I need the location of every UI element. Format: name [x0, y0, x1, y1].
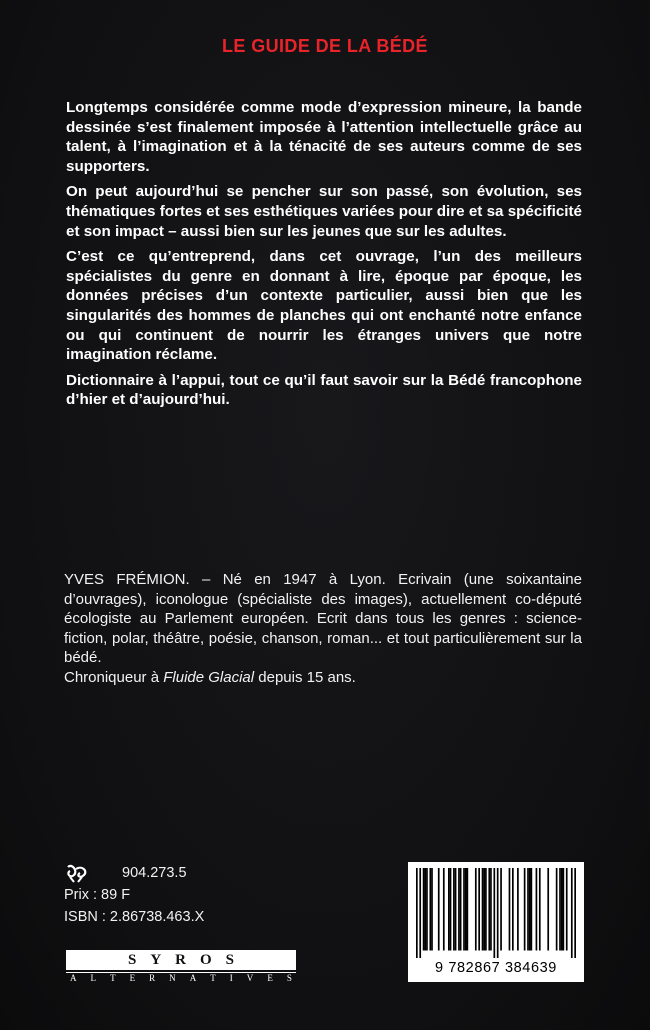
- collection-letter: E: [129, 973, 136, 983]
- barcode-bar: [556, 868, 558, 951]
- chronicle-prefix: Chroniqueur à: [64, 668, 164, 686]
- collection-letter: T: [110, 973, 116, 983]
- barcode-bar: [431, 868, 433, 951]
- barcode-bar: [559, 868, 561, 951]
- barcode-bar: [539, 868, 541, 951]
- barcode-bar: [453, 868, 455, 951]
- barcode-bar: [424, 868, 426, 951]
- blurb-paragraph: Dictionnaire à l’appui, tout ce qu’il faut savoir sur la Bédé francophone d’hier et d’aujourd’hui.: [66, 371, 582, 409]
- collection-name: [66, 972, 296, 985]
- collection-letter: A: [189, 973, 197, 983]
- barcode-bar: [478, 868, 480, 951]
- barcode-bar: [529, 868, 531, 951]
- barcode-bar: [448, 868, 450, 951]
- barcode-bar: [426, 868, 428, 951]
- collection-letter: V: [246, 973, 254, 983]
- barcode-bar: [493, 868, 495, 958]
- barcode-bars: [416, 868, 576, 958]
- barcode-bar: [500, 868, 502, 951]
- barcode-bar: [512, 868, 514, 951]
- barcode-bar: [438, 868, 440, 951]
- barcode-bar: [458, 868, 460, 951]
- barcode-bar: [475, 868, 477, 951]
- collection-letter: N: [169, 973, 176, 983]
- barcode: [408, 862, 584, 982]
- author-chronicle: [64, 668, 582, 688]
- barcode-bar: [497, 868, 499, 958]
- barcode-bar: [467, 868, 469, 951]
- publication-info: [64, 862, 304, 928]
- isbn: ISBN : 2.86738.463.X: [64, 909, 205, 925]
- collection-letter: A: [70, 973, 77, 983]
- price-row: [64, 884, 304, 906]
- barcode-bar: [450, 868, 452, 951]
- barcode-bar: [563, 868, 565, 951]
- barcode-bar: [460, 868, 462, 951]
- barcode-bar: [465, 868, 467, 951]
- collection-letter: I: [229, 973, 233, 983]
- barcode-bar: [574, 868, 576, 958]
- barcode-bar: [416, 868, 418, 958]
- barcode-bar: [455, 868, 457, 951]
- barcode-bar: [561, 868, 563, 951]
- price: Prix : 89 F: [64, 887, 131, 903]
- collection-letter: R: [149, 973, 156, 983]
- barcode-bar: [536, 868, 538, 951]
- barcode-bar: [566, 868, 568, 951]
- barcode-bar: [524, 868, 526, 951]
- barcode-bar: [509, 868, 511, 951]
- barcode-bar: [547, 868, 549, 951]
- barcode-bar: [423, 868, 425, 951]
- barcode-digits: 9 782867 384639: [435, 960, 557, 976]
- blurb-paragraph: On peut aujourd’hui se pencher sur son passé, son évolution, ses thématiques fortes et ses esthétiques variées pour dire et sa spécificité et son impact – aussi bien sur les jeunes que sur les adultes.: [66, 183, 582, 240]
- blurb-paragraph: Longtemps considérée comme mode d’expression mineure, la bande dessinée s’est finalement imposée à l’attention intellectuelle grâce au talent, à l’imagination et à la ténacité de ses auteurs comme de ses supporters.: [66, 99, 582, 175]
- barcode-bar: [490, 868, 492, 951]
- catalog-code: 904.273.5: [122, 865, 187, 881]
- collection-letter: L: [90, 973, 97, 983]
- author-bio-text: YVES FRÉMION. – Né en 1947 à Lyon. Ecrivain (une soixantaine d’ouvrages), iconologue (spécialiste des images), actuellement co-député écologiste au Parlement européen. Ecrit dans tous les genres : science-fiction, polar, théâtre, poésie, chanson, roman... et tout particulièrement sur la bédé.: [64, 571, 582, 667]
- book-title: LE GUIDE DE LA BÉDÉ: [222, 36, 428, 56]
- barcode-bar: [485, 868, 487, 951]
- barcode-bar: [463, 868, 465, 951]
- collection-letter: S: [286, 973, 292, 983]
- barcode-bar: [419, 868, 421, 958]
- barcode-bar: [443, 868, 445, 951]
- barcode-bar: [531, 868, 533, 951]
- barcode-bar: [429, 868, 431, 951]
- barcode-bar: [488, 868, 490, 951]
- barcode-bar: [527, 868, 529, 951]
- isbn-row: [64, 906, 304, 928]
- collection-letter: E: [267, 973, 273, 983]
- barcode-bar: [517, 868, 519, 951]
- magazine-title: Fluide Glacial: [163, 668, 255, 686]
- chronicle-suffix: depuis 15 ans.: [254, 668, 356, 686]
- blurb-paragraph: C’est ce qu’entreprend, dans cet ouvrage, l’un des meilleurs spécialistes du genre en donnant à lire, époque par époque, les données précises d’un contexte particulier, aussi bien que les singularités des hommes de planches qui ont enchanté notre enfance ou qui continuent de nourrir les étranges univers que notre imagination réclame.: [66, 248, 582, 364]
- author-bio: [64, 570, 582, 688]
- cnl-logo-icon: [64, 863, 92, 883]
- publisher-name: SYROS: [66, 950, 296, 970]
- barcode-bar: [482, 868, 484, 951]
- blurb: [66, 98, 582, 416]
- barcode-bar: [483, 868, 485, 951]
- publisher-logo: [66, 950, 296, 985]
- catalog-row: [64, 862, 304, 884]
- collection-letter: T: [210, 973, 216, 983]
- barcode-bar: [571, 868, 573, 958]
